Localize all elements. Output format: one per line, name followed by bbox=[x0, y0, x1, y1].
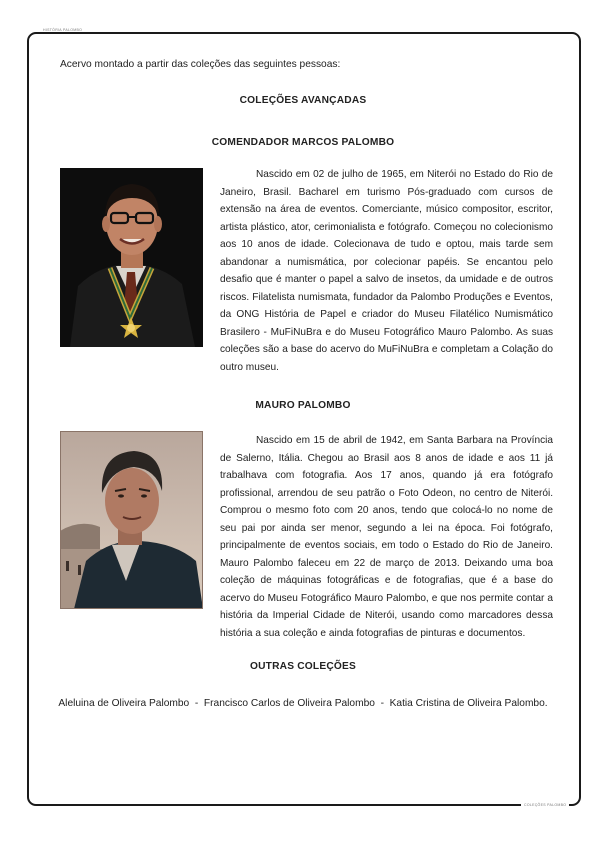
page-frame bbox=[27, 32, 581, 806]
footer-small-text: COLEÇÕES PALOMBO bbox=[521, 803, 569, 807]
intro-text: Acervo montado a partir das coleções das seguintes pessoas: bbox=[60, 59, 341, 70]
person1-name: COMENDADOR MARCOS PALOMBO bbox=[211, 137, 395, 148]
others-list: Aleluina de Oliveira Palombo - Francisco Carlos de Oliveira Palombo - Katia Cristina de Oliveira Palombo. bbox=[58, 698, 548, 709]
person1-bio: Nascido em 02 de julho de 1965, em Niterói no Estado do Rio de Janeiro, Brasil. Bacharel em turismo Pós-graduado com cursos de extensão na área de eventos. Comerciante, músico compositor, escritor, artista plástico, ator, cerimonialista e fotógrafo. Começou no colecionismo aos 10 anos de idade. Colecionava de tudo e optou, mais tarde sem abandonar a numismática, por colecionar papéis. Se encantou pelo desafio que é manter o papel a salvo de insetos, da umidade e de outros riscos. Filatelista numismata, fundador da Palombo Produções e Eventos, da ONG História de Papel e criador do Museu Filatélico Numismático Brasilero - MuFiNuBra e do Museu Fotográfico Mauro Palombo. As suas coleções são a base do acervo do MuFiNuBra e completam a Colação do outro museu. bbox=[220, 169, 553, 374]
person2-photo bbox=[60, 431, 203, 609]
person2-bio: Nascido em 15 de abril de 1942, em Santa Barbara na Província de Salerno, Itália. Chegou ao Brasil aos 8 anos de idade e aos 11 já trabalhava com fotografia. Aos 17 anos, quando já era fotógrafo profissional, arrendou de seu patrão o Foto Odeon, no centro de Niterói. Comprou o mesmo foto com 20 anos, tendo que colocá-lo no nome de seu pai por ainda ser menor, segundo a lei na época. Foi fotógrafo, principalmente de eventos sociais, em todo o Estado do Rio de Janeiro. Mauro Palombo faleceu em 22 de março de 2013. Deixando uma boa coleção de máquinas fotográficas e de fotografias, que é a base do acervo do Museu Fotográfico Mauro Palombo, e que nos permite contar a história da Imperial Cidade de Niterói, usando como marcadores dessa história a sua coleção e ainda fotografias de pinturas e documentos. bbox=[220, 435, 553, 640]
section-title: COLEÇÕES AVANÇADAS bbox=[239, 95, 367, 106]
header-small-text: HISTÓRIA PALOMBO bbox=[40, 28, 85, 32]
person2-name: MAURO PALOMBO bbox=[255, 400, 351, 411]
others-title: OUTRAS COLEÇÕES bbox=[249, 661, 356, 672]
person1-photo bbox=[60, 168, 203, 347]
